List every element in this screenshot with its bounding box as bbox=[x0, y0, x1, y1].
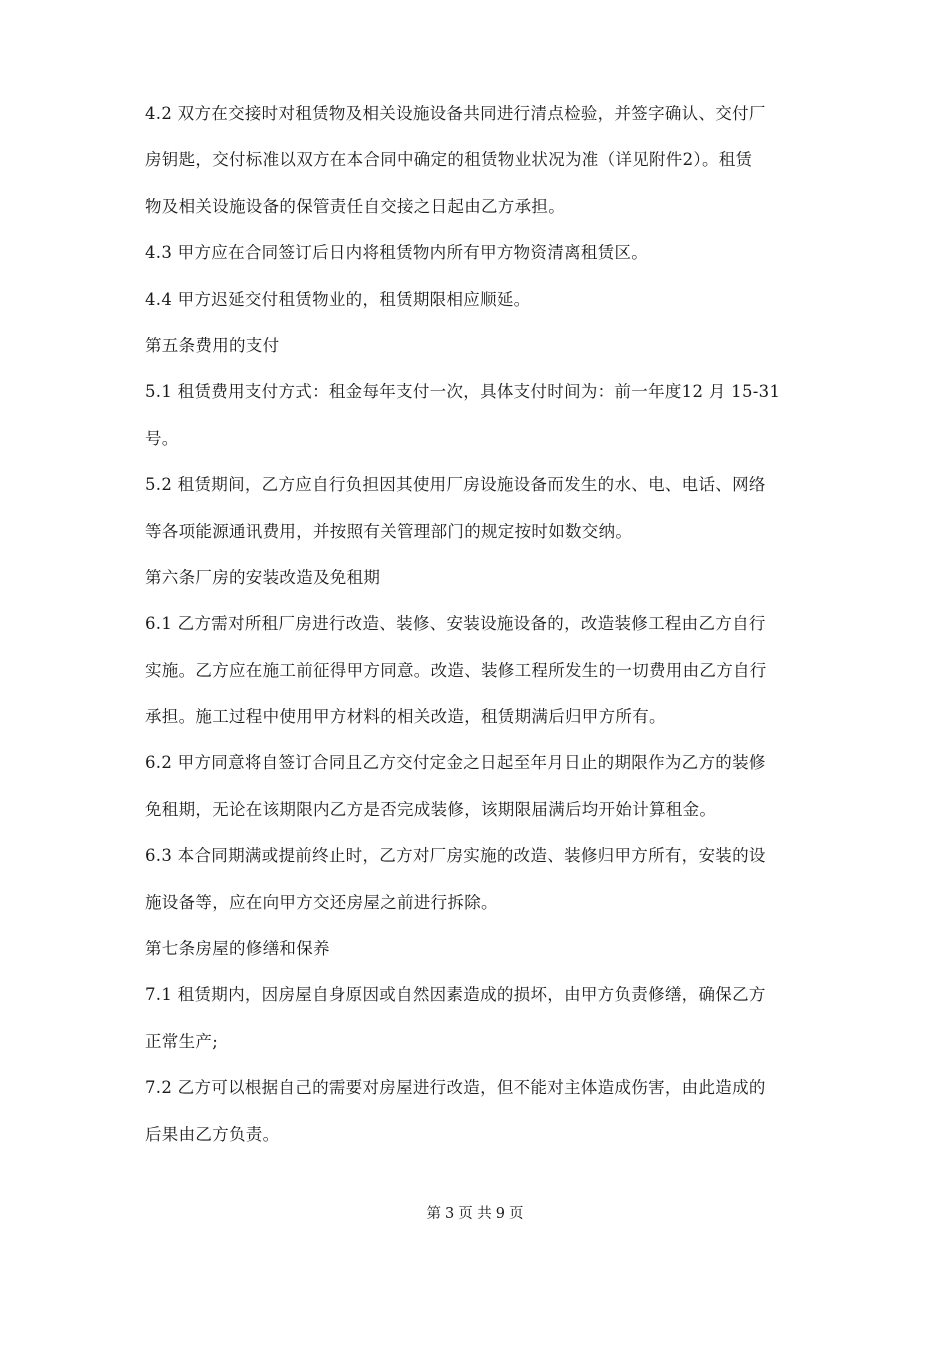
document-body bbox=[145, 91, 803, 1158]
text-line: 房钥匙，交付标准以双方在本合同中确定的租赁物业状况为准（详见附件2）。租赁 bbox=[145, 150, 753, 170]
text-line: 7.2 乙方可以根据自己的需要对房屋进行改造，但不能对主体造成伤害，由此造成的 bbox=[145, 1078, 766, 1098]
footer-prefix: 第 bbox=[426, 1206, 441, 1222]
text-line: 5.1 租赁费用支付方式：租金每年支付一次，具体支付时间为：前一年度12 月 15-31 bbox=[145, 382, 781, 402]
text-line: 4.2 双方在交接时对租赁物及相关设施设备共同进行清点检验，并签字确认、交付厂 bbox=[145, 104, 766, 123]
text-line: 6.1 乙方需对所租厂房进行改造、装修、安装设施设备的，改造装修工程由乙方自行 bbox=[145, 614, 766, 634]
text-line: 施设备等，应在向甲方交还房屋之前进行拆除。 bbox=[145, 892, 498, 912]
footer-suffix: 页 bbox=[509, 1206, 524, 1222]
text-line: 承担。施工过程中使用甲方材料的相关改造，租赁期满后归甲方所有。 bbox=[145, 707, 666, 727]
text-line: 实施。乙方应在施工前征得甲方同意。改造、装修工程所发生的一切费用由乙方自行 bbox=[145, 660, 767, 680]
text-line: 正常生产; bbox=[145, 1031, 219, 1051]
text-line: 号。 bbox=[145, 428, 179, 448]
text-line: 5.2 租赁期间，乙方应自行负担因其使用厂房设施设备而发生的水、电、电话、网络 bbox=[145, 475, 766, 495]
current-page-number: 3 bbox=[444, 1206, 455, 1222]
section-heading: 第六条厂房的安装改造及免租期 bbox=[145, 567, 381, 587]
section-heading: 第七条房屋的修缮和保养 bbox=[145, 939, 330, 959]
page-footer bbox=[0, 1203, 950, 1225]
total-pages-number: 9 bbox=[495, 1206, 506, 1222]
section-heading: 第五条费用的支付 bbox=[145, 335, 280, 355]
text-line: 等各项能源通讯费用，并按照有关管理部门的规定按时如数交纳。 bbox=[145, 521, 633, 541]
text-line: 7.1 租赁期内，因房屋自身原因或自然因素造成的损坏，由甲方负责修缮，确保乙方 bbox=[145, 985, 766, 1005]
text-line: 物及相关设施设备的保管责任自交接之日起由乙方承担。 bbox=[145, 196, 565, 216]
text-line: 6.3 本合同期满或提前终止时，乙方对厂房实施的改造、装修归甲方所有，安装的设 bbox=[145, 846, 766, 866]
text-line: 免租期，无论在该期限内乙方是否完成装修，该期限届满后均开始计算租金。 bbox=[145, 799, 717, 819]
text-line: 4.4 甲方迟延交付租赁物业的，租赁期限相应顺延。 bbox=[145, 289, 531, 309]
footer-middle: 页 共 bbox=[458, 1206, 492, 1222]
text-line: 后果由乙方负责。 bbox=[145, 1124, 280, 1144]
text-line: 4.3 甲方应在合同签订后日内将租赁物内所有甲方物资清离租赁区。 bbox=[145, 243, 649, 263]
text-line: 6.2 甲方同意将自签订合同且乙方交付定金之日起至年月日止的期限作为乙方的装修 bbox=[145, 753, 766, 773]
